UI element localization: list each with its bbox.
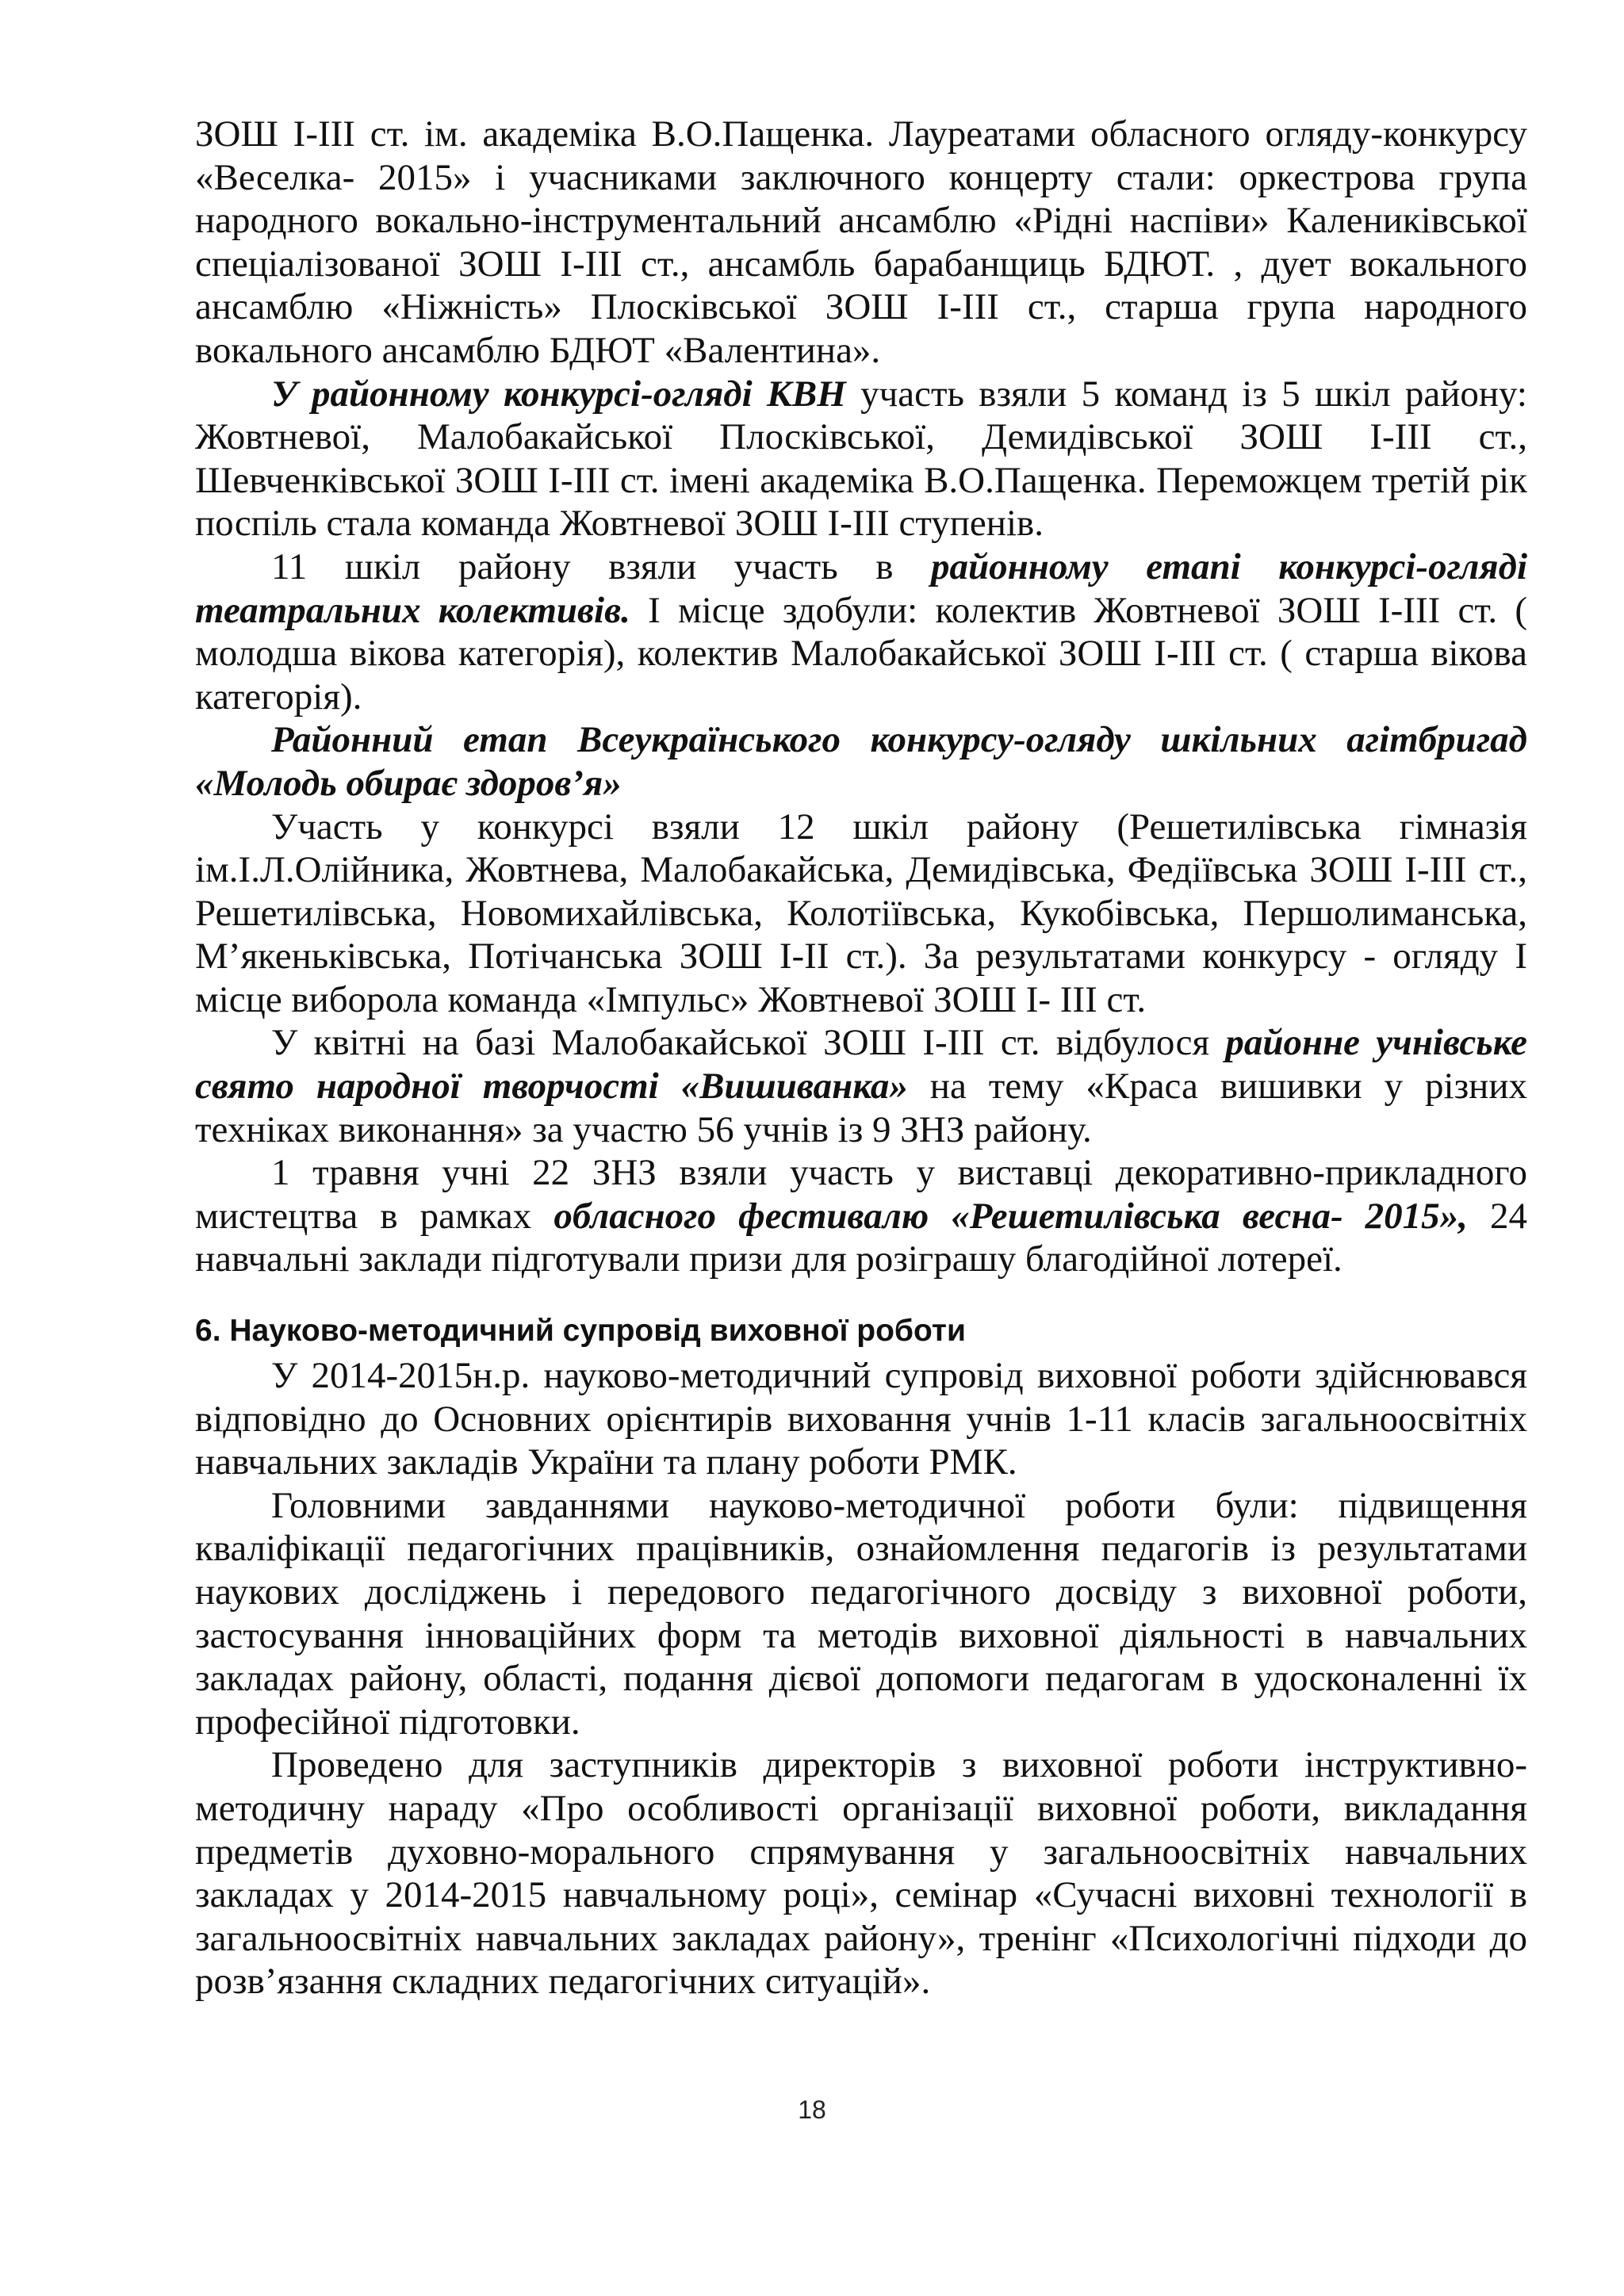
paragraph-reshetylivska-vesna — [195, 1151, 1527, 1281]
document-page — [195, 113, 1527, 2003]
paragraph-methodical-support — [195, 1354, 1527, 1484]
paragraph-text: Проведено для заступників директорів з виховної роботи інструктивно-методичну нараду «Про особливості організації виховної роботи, викладання предметів духовно-морального спрямування у загальноосвітніх навчальних закладах у 2014-2015 навчальному році», семінар «Сучасні виховні технології в загальноосвітніх навчальних закладах району», тренінг «Психологічні підходи до розв’язання складних педагогічних ситуацій». — [195, 1744, 1527, 2003]
paragraph-text: участь взяли 5 команд із 5 шкіл району: Жовтневої, Малобакайської Плосківської, Демидівської ЗОШ І-ІІІ ст., Шевченківської ЗОШ І-ІІІ ст. імені академіка В.О.Пащенка. Переможцем третій рік поспіль стала команда Жовтневої ЗОШ І-ІІІ ступенів. — [195, 373, 1527, 545]
paragraph-text: ЗОШ І-ІІІ ст. ім. академіка В.О.Пащенка. Лауреатами обласного огляду-конкурсу «Веселка- 2015» і учасниками заключного концерту стали: оркестрова група народного вокально-інструментальний ансамблю «Рідні наспіви» Калениківської спеціалізованої ЗОШ І-ІІІ ст., ансамбль барабанщиць БДЮТ. , дует вокального ансамблю «Ніжність» Плосківської ЗОШ І-ІІІ ст., старша група народного вокального ансамблю БДЮТ «Валентина». — [195, 113, 1527, 371]
section-heading: 6. Науково-методичний супровід виховної роботи — [195, 1314, 966, 1349]
paragraph-text: 11 шкіл району взяли участь в — [271, 545, 932, 587]
paragraph-main-tasks — [195, 1484, 1527, 1744]
emphasis-text: районному етапі конкурсі-огляді театральних колективів. — [195, 545, 1527, 631]
paragraph-text: 1 травня учні 22 ЗНЗ взяли участь у виставці декоративно-прикладного мистецтва в рамках — [195, 1152, 1527, 1237]
paragraph-text: І місце здобули: колектив Жовтневої ЗОШ І-ІІІ ст. ( молодша вікова категорія), колектив Малобакайської ЗОШ І-ІІІ ст. ( старша вікова категорія). — [195, 589, 1527, 718]
paragraph-text: на тему «Краса вишивки у різних техніках виконання» за участю 56 учнів із 9 ЗНЗ району. — [195, 1066, 1527, 1150]
paragraph-text: 24 навчальні заклади підготували призи для розіграшу благодійної лотереї. — [195, 1195, 1528, 1280]
paragraph-agitbrigade-title — [195, 718, 1527, 805]
paragraph-kvn-contest — [195, 373, 1527, 545]
paragraph-text: У квітні на базі Малобакайської ЗОШ І-ІІІ ст. відбулося — [271, 1022, 1226, 1064]
emphasis-text: районне учнівське свято народної творчості «Вишиванка» — [195, 1022, 1527, 1108]
paragraph-text: У 2014-2015н.р. науково-методичний супровід виховної роботи здійснювався відповідно до Основних орієнтирів виховання учнів 1-11 класів загальноосвітніх навчальних закладів України та плану роботи РМК. — [195, 1355, 1527, 1483]
paragraph-theatre-contest — [195, 545, 1527, 718]
paragraph-vyshyvanka — [195, 1021, 1527, 1151]
paragraph-seminars — [195, 1743, 1527, 2003]
paragraph-text: Головними завданнями науково-методичної роботи були: підвищення кваліфікації педагогічних працівників, ознайомлення педагогів із результатами наукових досліджень і передового педагогічного досвіду з виховної роботи, застосування інноваційних форм та методів виховної діяльності в навчальних закладах району, області, подання дієвої допомоги педагогам в удосконаленні їх професійної підготовки. — [195, 1484, 1527, 1743]
emphasis-text: Районний етап Всеукраїнського конкурсу-огляду шкільних агітбригад «Молодь обирає здоров’я» — [195, 719, 1527, 804]
paragraph-agitbrigade-results — [195, 806, 1527, 1022]
paragraph-festival-results — [195, 113, 1527, 373]
paragraph-text: Участь у конкурсі взяли 12 шкіл району (Решетилівська гімназія ім.І.Л.Олійника, Жовтнева, Малобакайська, Демидівська, Федіївська ЗОШ І-ІІІ ст., Решетилівська, Новомихайлівська, Колотіївська, Кукобівська, Першолиманська, М’якеньківська, Потічанська ЗОШ І-ІІ ст.). За результатами конкурсу - огляду І місце виборола команда «Імпульс» Жовтневої ЗОШ І- ІІІ ст. — [195, 806, 1527, 1020]
page-number: 18 — [798, 2095, 826, 2124]
emphasis-text: обласного фестивалю «Решетилівська весна- 2015», — [553, 1195, 1468, 1237]
emphasis-text: У районному конкурсі-огляді КВН — [271, 373, 846, 415]
